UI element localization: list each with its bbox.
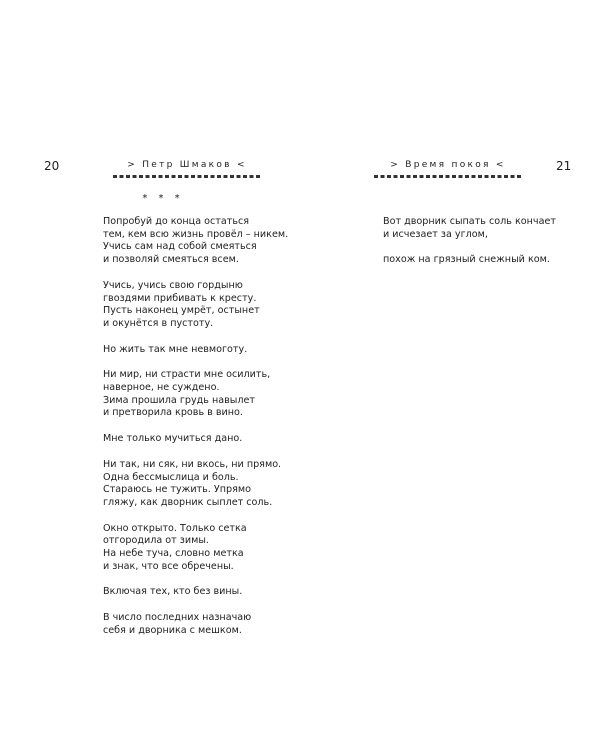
stanza <box>103 433 288 446</box>
poem-line: и позволяй смеяться всем. <box>103 254 239 266</box>
stanza <box>383 254 556 267</box>
poem-line: Учись, учись свою гордыню <box>103 279 243 291</box>
stanza <box>103 369 288 420</box>
poem-line: и знак, что все обречены. <box>103 560 234 572</box>
poem-text-left <box>103 216 288 651</box>
poem-line: Учись сам над собой смеяться <box>103 241 257 253</box>
running-head-left <box>87 160 287 178</box>
poem-line: Пусть наконец умрёт, остынет <box>103 305 260 317</box>
poem-line: Но жить так мне невмоготу. <box>103 343 248 355</box>
poem-line: Ни мир, ни страсти мне осилить, <box>103 369 271 381</box>
poem-line: На небе туча, словно метка <box>103 548 244 560</box>
running-head-right <box>348 160 548 178</box>
running-head-rule-left <box>113 175 261 178</box>
stanza <box>103 344 288 357</box>
running-head-collection: > Время покоя < <box>390 160 506 170</box>
poem-line: Мне только мучиться дано. <box>103 433 243 445</box>
poem-line: себя и дворника с мешком. <box>103 624 242 636</box>
poem-text-right <box>383 216 556 280</box>
running-head-rule-right <box>374 175 522 178</box>
poem-line: Ни так, ни сяк, ни вкось, ни прямо. <box>103 458 282 470</box>
poem-line: и исчезает за углом, <box>383 228 488 240</box>
poem-line: похож на грязный снежный ком. <box>383 254 550 266</box>
poem-line: Вот дворник сыпать соль кончает <box>383 216 556 227</box>
poem-line: наверное, не суждено. <box>103 382 220 394</box>
stanza <box>103 459 288 510</box>
poem-line: В число последних назначаю <box>103 612 252 624</box>
stanza <box>103 216 288 267</box>
poem-line: гляжу, как дворник сыплет соль. <box>103 496 273 508</box>
poem-line: Попробуй до конца остаться <box>103 216 250 227</box>
poem-line: Одна бессмыслица и боль. <box>103 471 239 483</box>
page-number-left: 20 <box>44 159 60 173</box>
poem-line: тем, кем всю жизнь провёл – никем. <box>103 228 289 240</box>
stanza <box>103 586 288 599</box>
stanza <box>103 612 288 637</box>
stanza <box>103 280 288 331</box>
poem-line: отгородила от зимы. <box>103 535 209 547</box>
section-mark-asterisks: * * * <box>142 193 184 204</box>
poem-line: и окунётся в пустоту. <box>103 317 214 329</box>
running-head-author: > Петр Шмаков < <box>127 160 247 170</box>
poem-line: Окно открыто. Только сетка <box>103 522 247 534</box>
poem-line: Зима прошила грудь навылет <box>103 394 256 406</box>
page-number-right: 21 <box>556 159 572 173</box>
poem-line: Включая тех, кто без вины. <box>103 586 243 598</box>
stanza <box>103 523 288 574</box>
poem-line: Стараюсь не тужить. Упрямо <box>103 484 251 496</box>
poem-line: гвоздями прибивать к кресту. <box>103 292 257 304</box>
stanza <box>383 216 556 241</box>
poem-line: и претворила кровь в вино. <box>103 407 243 419</box>
